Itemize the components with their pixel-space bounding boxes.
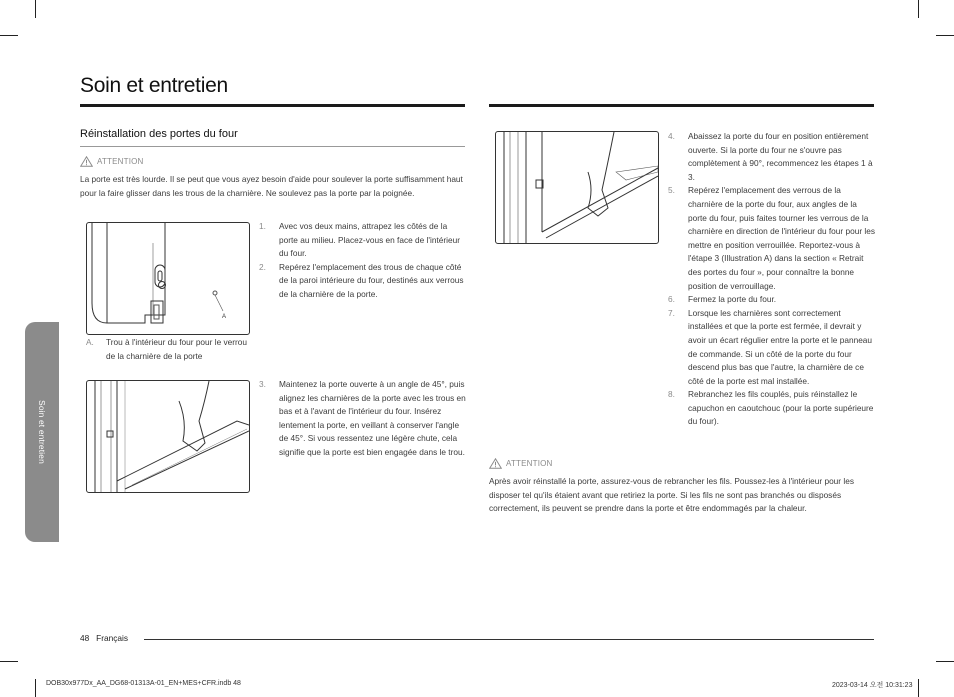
step-text: Abaissez la porte du four en position entièrement ouverte. Si la porte du four ne s'ouvre pas complètement à 90°, recommencez les étapes 1 à 3. xyxy=(688,131,873,182)
crop-mark xyxy=(0,661,18,662)
steps-1-2 xyxy=(259,220,466,302)
figure-door-insert xyxy=(86,380,250,493)
list-item xyxy=(668,388,875,429)
warning-triangle-icon xyxy=(489,458,502,469)
page-footer xyxy=(80,633,128,643)
warning-text: La porte est très lourde. Il se peut que vous ayez besoin d'aide pour soulever la porte suffisamment haut pour la faire glisser dans les trous de la charnière. Ne soulevez pas la porte par la poignée. xyxy=(80,174,463,198)
figure-callout-a: A xyxy=(222,314,227,320)
page-number: 48 xyxy=(80,633,90,643)
step-text: Rebranchez les fils couplés, puis réinstallez le capuchon en caoutchouc (pour la porte supérieure du four). xyxy=(688,389,874,427)
step-text: Repérez l'emplacement des verrous de la charnière de la porte du four, aux angles de la porte du four, puis faites tourner les verrous de la charnière en direction de l'intérieur du four pour les mettre en position verrouillée. Reportez-vous à l'étape 3 (Illustration A) dans la section « Retrait des portes du four », pour connaître la bonne position de verrouillage. xyxy=(688,185,875,291)
step-text: Lorsque les charnières sont correctement installées et que la porte est fermée, il devrait y avoir un écart régulier entre la porte et le panneau de commande. Si un côté de la porte du four descend plus bas que l'autre, la charnière de ce côté de la porte est mal installée. xyxy=(688,307,873,386)
caption-marker: A. xyxy=(86,337,94,347)
crop-mark xyxy=(936,661,954,662)
footer-rule xyxy=(144,639,874,640)
crop-mark xyxy=(35,679,36,697)
title-rule-left xyxy=(80,104,465,107)
side-tab-label: Soin et entretien xyxy=(37,400,47,464)
list-item xyxy=(668,130,875,184)
list-item xyxy=(668,307,875,389)
file-timestamp: 2023-03-14 오전 10:31:23 xyxy=(832,682,913,689)
step-number: 7. xyxy=(668,307,675,318)
warning-text: Après avoir réinstallé la porte, assurez-vous de rebrancher les fils. Poussez-les à l'intérieur pour les disposer tel qu'ils étaient avant que retiriez la porte. Si les fils ne sont pas branchés ou disposés correctement, ils peuvent se prendre dans la porte et être endommagés par la chaleur. xyxy=(489,476,854,514)
list-item xyxy=(668,184,875,293)
step-number: 5. xyxy=(668,185,675,196)
section-title: Réinstallation des portes du four xyxy=(80,128,238,140)
section-rule xyxy=(80,146,465,147)
step-number: 2. xyxy=(259,261,266,272)
file-slug: DOB30x977Dx_AA_DG68-01313A-01_EN+MES+CFR.indb 48 xyxy=(46,680,241,687)
crop-mark xyxy=(918,679,919,697)
crop-mark xyxy=(0,35,18,36)
list-item xyxy=(668,293,875,307)
crop-mark xyxy=(35,0,36,18)
caption-text: Trou à l'intérieur du four pour le verrou de la charnière de la porte xyxy=(106,337,248,361)
figure-hinge-hole xyxy=(86,222,250,335)
warning-label: ATTENTION xyxy=(97,157,144,166)
warning-heading xyxy=(80,156,144,167)
warning-heading xyxy=(489,458,553,469)
step-text: Avec vos deux mains, attrapez les côtés de la porte au milieu. Placez-vous en face de l'intérieur du four. xyxy=(279,221,460,259)
step-text: Repérez l'emplacement des trous de chaque côté de la paroi intérieure du four, destinés aux verrous de la charnière de la porte. xyxy=(279,261,464,299)
page-title: Soin et entretien xyxy=(80,74,228,97)
steps-4-8 xyxy=(668,130,875,429)
warning-triangle-icon xyxy=(80,156,93,167)
figure-door-lower xyxy=(495,131,659,244)
step-number: 1. xyxy=(259,221,266,231)
footer-language: Français xyxy=(96,633,128,643)
list-item xyxy=(259,261,466,302)
list-item xyxy=(259,220,466,261)
figure-caption xyxy=(86,336,251,363)
step-number: 8. xyxy=(668,389,675,400)
title-rule-right xyxy=(489,104,874,107)
step-number: 3. xyxy=(259,379,266,389)
step-text: Fermez la porte du four. xyxy=(688,294,777,305)
step-number: 4. xyxy=(668,131,675,141)
step-number: 6. xyxy=(668,294,675,305)
side-tab[interactable] xyxy=(25,322,59,542)
step-3 xyxy=(259,378,466,460)
crop-mark xyxy=(936,35,954,36)
step-text: Maintenez la porte ouverte à un angle de 45°, puis alignez les charnières de la porte avec les trous en bas et à l'avant de l'intérieur du four. Insérez lentement la porte, en veillant à conserver l'angle de 45°. Si vous ressentez une légère chute, cela signifie que la porte est bien engagée dans le trou. xyxy=(279,379,466,457)
warning-label: ATTENTION xyxy=(506,459,553,468)
crop-mark xyxy=(918,0,919,18)
list-item xyxy=(259,378,466,460)
